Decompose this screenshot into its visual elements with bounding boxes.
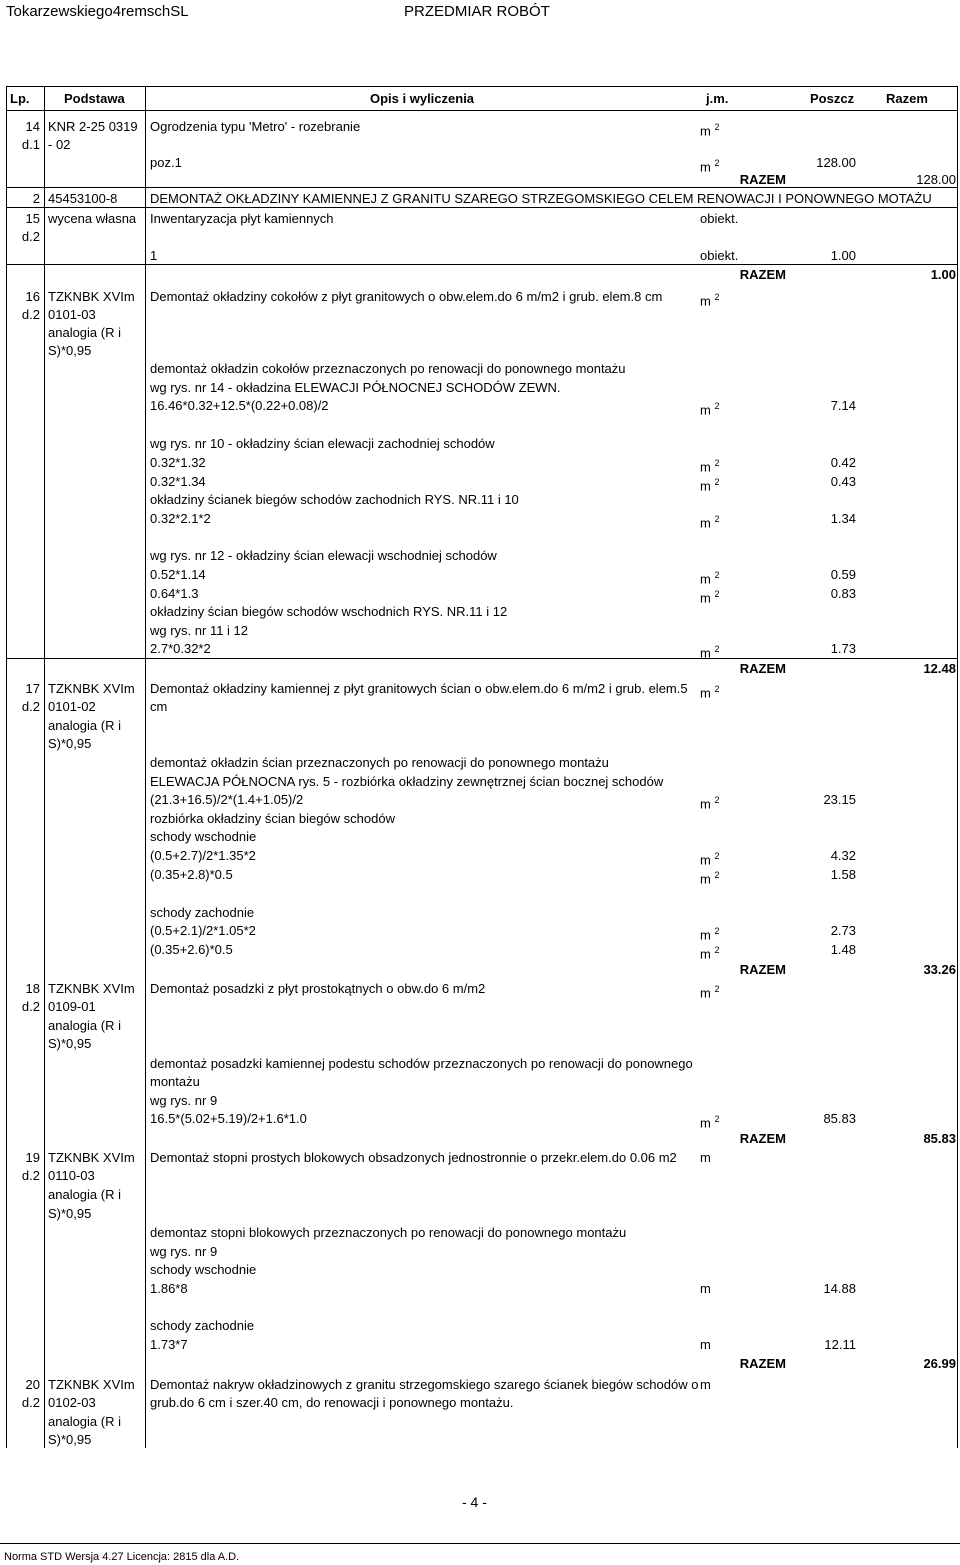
table-cell-text: m xyxy=(700,1377,711,1392)
table-cell-text: m $^2$ xyxy=(700,851,720,868)
table-cell-text: 0101-03 xyxy=(48,307,96,322)
table-cell-text: 0109-01 xyxy=(48,999,96,1014)
table-cell-text: 0.43 xyxy=(830,474,856,489)
table-cell-text: TZKNBK XVIm xyxy=(48,1377,135,1392)
table-cell-text: wg rys. nr 14 - okładzina ELEWACJI PÓŁNOCNEJ SCHODÓW ZEWN. xyxy=(150,380,561,395)
table-cell-text: 14 xyxy=(25,119,40,134)
table-cell-text: 16.5*(5.02+5.19)/2+1.6*1.0 xyxy=(150,1111,307,1126)
table-cell-text: m $^2$ xyxy=(700,122,720,139)
row-separator xyxy=(6,207,958,208)
table-cell-text: 2.73 xyxy=(830,923,856,938)
table-cell-text: 0.59 xyxy=(830,567,856,582)
table-cell-text: 0101-02 xyxy=(48,699,96,714)
column-header-jm: j.m. xyxy=(706,91,729,106)
table-cell-text: wg rys. nr 9 xyxy=(150,1093,218,1108)
document-title: PRZEDMIAR ROBÓT xyxy=(404,3,550,20)
table-cell-text: m xyxy=(700,1337,711,1352)
table-cell-text: 18 xyxy=(25,981,40,996)
table-cell-text: Demontaż nakryw okładzinowych z granitu strzegomskiego szarego ścianek biegów schodów o xyxy=(150,1377,699,1392)
table-cell-text: d.2 xyxy=(21,699,40,714)
table-cell-text: m xyxy=(700,1281,711,1296)
column-header-opis: Opis i wyliczenia xyxy=(370,91,475,106)
table-cell-text: 128.00 xyxy=(816,155,856,170)
table-cell-text: 23.15 xyxy=(823,792,856,807)
table-cell-text: schody zachodnie xyxy=(150,1318,255,1333)
table-cell-text: m $^2$ xyxy=(700,570,720,587)
table-cell-text: schody wschodnie xyxy=(150,1262,257,1277)
grid-line-left xyxy=(6,86,7,1448)
table-cell-text: Inwentaryzacja płyt kamiennych xyxy=(150,211,334,226)
table-cell-text: obiekt. xyxy=(700,211,739,226)
table-cell-text: Demontaż okładziny kamiennej z płyt granitowych ścian o obw.elem.do 6 m/m2 i grub. elem.5 xyxy=(150,681,688,696)
footer-rule xyxy=(0,1543,960,1544)
table-cell-text: 1.48 xyxy=(830,942,856,957)
table-cell-text: d.2 xyxy=(21,229,40,244)
table-cell-text: Ogrodzenia typu 'Metro' - rozebranie xyxy=(150,119,361,134)
table-cell-text: 0.32*1.34 xyxy=(150,474,206,489)
table-cell-text: m $^2$ xyxy=(700,984,720,1001)
table-top-border xyxy=(6,86,958,87)
table-cell-text: demontaż okładzin ścian przeznaczonych po renowacji do ponownego montażu xyxy=(150,755,609,770)
table-cell-text: 16.46*0.32+12.5*(0.22+0.08)/2 xyxy=(150,398,329,413)
table-cell-text: analogia (R i xyxy=(48,718,121,733)
table-cell-text: wg rys. nr 11 i 12 xyxy=(150,623,249,638)
table-cell-text: demontaz stopni blokowych przeznaczonych po renowacji do ponownego montażu xyxy=(150,1225,627,1240)
table-cell-text: TZKNBK XVIm xyxy=(48,1150,135,1165)
table-cell-text: montażu xyxy=(150,1074,200,1089)
row-separator xyxy=(6,658,958,659)
table-cell-text: 26.99 xyxy=(923,1356,956,1371)
table-cell-text: 0.64*1.3 xyxy=(150,586,199,601)
table-cell-text: m $^2$ xyxy=(700,292,720,309)
column-header-podstawa: Podstawa xyxy=(64,91,125,106)
table-cell-text: 1.00 xyxy=(930,267,956,282)
file-name: Tokarzewskiego4remschSL xyxy=(6,3,189,20)
table-cell-text: RAZEM xyxy=(739,661,786,676)
table-cell-text: 128.00 xyxy=(916,172,956,187)
table-cell-text: m $^2$ xyxy=(700,158,720,175)
table-cell-text: S)*0,95 xyxy=(48,1206,92,1221)
table-cell-text: m $^2$ xyxy=(700,477,720,494)
table-cell-text: 14.88 xyxy=(823,1281,856,1296)
table-cell-text: m $^2$ xyxy=(700,514,720,531)
table-cell-text: 45453100-8 xyxy=(48,191,118,206)
table-cell-text: Demontaż posadzki z płyt prostokątnych o obw.do 6 m/m2 xyxy=(150,981,486,996)
grid-line-lp xyxy=(44,86,45,1448)
table-cell-text: 12.11 xyxy=(824,1337,856,1352)
table-cell-text: TZKNBK XVIm xyxy=(48,289,135,304)
table-cell-text: Demontaż okładziny cokołów z płyt granitowych o obw.elem.do 6 m/m2 i grub. elem.8 cm xyxy=(150,289,663,304)
page-number: - 4 - xyxy=(462,1494,487,1510)
table-cell-text: 4.32 xyxy=(830,848,856,863)
table-cell-text: d.2 xyxy=(21,999,40,1014)
table-cell-text: (0.35+2.6)*0.5 xyxy=(150,942,233,957)
grid-line-podstawa xyxy=(145,86,146,1448)
table-cell-text: 0.42 xyxy=(830,455,856,470)
table-cell-text: m $^2$ xyxy=(700,684,720,701)
table-cell-text: (0.5+2.7)/2*1.35*2 xyxy=(150,848,256,863)
column-header-poszcz: Poszcz xyxy=(810,91,855,106)
table-cell-text: 1.58 xyxy=(830,867,856,882)
table-cell-text: analogia (R i xyxy=(48,325,121,340)
table-cell-text: d.2 xyxy=(21,1395,40,1410)
table-cell-text: wg rys. nr 9 xyxy=(150,1244,218,1259)
table-cell-text: Demontaż stopni prostych blokowych obsadzonych jednostronnie o przekr.elem.do 0.06 m2 xyxy=(150,1150,677,1165)
table-cell-text: 1.34 xyxy=(830,511,856,526)
table-cell-text: RAZEM xyxy=(739,172,786,187)
table-cell-text: d.2 xyxy=(21,1168,40,1183)
table-cell-text: m $^2$ xyxy=(700,870,720,887)
table-cell-text: 1.86*8 xyxy=(150,1281,188,1296)
table-cell-text: 0.83 xyxy=(830,586,856,601)
table-cell-text: analogia (R i xyxy=(48,1018,121,1033)
table-cell-text: - 02 xyxy=(48,137,71,152)
table-cell-text: 1 xyxy=(150,248,158,263)
table-header-bottom-border xyxy=(6,110,958,111)
table-cell-text: okładziny ścianek biegów schodów zachodnich RYS. NR.11 i 10 xyxy=(150,492,519,507)
table-cell-text: m $^2$ xyxy=(700,795,720,812)
table-cell-text: 85.83 xyxy=(823,1111,856,1126)
table-cell-text: wg rys. nr 12 - okładziny ścian elewacji wschodniej schodów xyxy=(150,548,497,563)
table-cell-text: 1.00 xyxy=(830,248,856,263)
table-cell-text: RAZEM xyxy=(739,267,786,282)
table-cell-text: 16 xyxy=(25,289,40,304)
row-separator xyxy=(6,264,958,265)
table-cell-text: S)*0,95 xyxy=(48,1036,92,1051)
table-cell-text: demontaż posadzki kamiennej podestu schodów przeznaczonych po renowacji do ponownego xyxy=(150,1056,693,1071)
table-cell-text: d.2 xyxy=(21,307,40,322)
table-cell-text: m $^2$ xyxy=(700,945,720,962)
table-cell-text: KNR 2-25 0319 xyxy=(48,119,138,134)
table-cell-text: TZKNBK XVIm xyxy=(48,981,135,996)
table-cell-text: m $^2$ xyxy=(700,926,720,943)
table-cell-text: schody zachodnie xyxy=(150,905,255,920)
table-cell-text: d.1 xyxy=(21,137,40,152)
table-cell-text: analogia (R i xyxy=(48,1187,121,1202)
table-cell-text: 0102-03 xyxy=(48,1395,96,1410)
table-cell-text: m $^2$ xyxy=(700,1114,720,1131)
table-cell-text: wg rys. nr 10 - okładziny ścian elewacji zachodniej schodów xyxy=(150,436,495,451)
table-cell-text: 33.26 xyxy=(923,962,956,977)
footer-license: Norma STD Wersja 4.27 Licencja: 2815 dla A.D. xyxy=(4,1551,240,1563)
table-cell-text: cm xyxy=(150,699,168,714)
table-cell-text: 85.83 xyxy=(923,1131,956,1146)
table-cell-text: (21.3+16.5)/2*(1.4+1.05)/2 xyxy=(150,792,304,807)
table-cell-text: wycena własna xyxy=(48,211,137,226)
table-cell-text: rozbiórka okładziny ścian biegów schodów xyxy=(150,811,395,826)
table-cell-text: 0110-03 xyxy=(48,1168,95,1183)
table-cell-text: RAZEM xyxy=(739,1131,786,1146)
table-cell-text: 2.7*0.32*2 xyxy=(150,641,211,656)
table-cell-text: TZKNBK XVIm xyxy=(48,681,135,696)
table-cell-text: RAZEM xyxy=(739,1356,786,1371)
table-cell-text: m $^2$ xyxy=(700,589,720,606)
table-cell-text: 12.48 xyxy=(923,661,956,676)
table-cell-text: m $^2$ xyxy=(700,458,720,475)
table-cell-text: ELEWACJA PÓŁNOCNA rys. 5 - rozbiórka okładziny zewnętrznej ścian bocznej schodów xyxy=(150,774,664,789)
table-cell-text: RAZEM xyxy=(739,962,786,977)
table-cell-text: S)*0,95 xyxy=(48,343,92,358)
table-cell-text: analogia (R i xyxy=(48,1414,121,1429)
column-header-lp: Lp. xyxy=(10,91,30,106)
table-cell-text: 0.32*2.1*2 xyxy=(150,511,211,526)
table-cell-text: S)*0,95 xyxy=(48,1432,92,1447)
table-cell-text: m $^2$ xyxy=(700,644,720,661)
table-cell-text: 7.14 xyxy=(830,398,856,413)
table-cell-text: 2 xyxy=(32,191,40,206)
table-cell-text: 19 xyxy=(25,1150,40,1165)
table-cell-text: DEMONTAŻ OKŁADZINY KAMIENNEJ Z GRANITU SZAREGO STRZEGOMSKIEGO CELEM RENOWACJI I PONOWNEGO MOTAŻU xyxy=(150,191,932,206)
table-cell-text: 0.32*1.32 xyxy=(150,455,206,470)
table-cell-text: m xyxy=(700,1150,711,1165)
table-cell-text: 1.73 xyxy=(830,641,856,656)
column-header-razem: Razem xyxy=(886,91,928,106)
table-cell-text: 1.73*7 xyxy=(150,1337,188,1352)
table-cell-text: poz.1 xyxy=(150,155,182,170)
table-cell-text: obiekt. xyxy=(700,248,739,263)
table-cell-text: 17 xyxy=(25,681,40,696)
table-cell-text: 20 xyxy=(25,1377,40,1392)
grid-line-right xyxy=(957,86,958,1448)
table-cell-text: okładziny ścian biegów schodów wschodnich RYS. NR.11 i 12 xyxy=(150,604,508,619)
table-cell-text: demontaż okładzin cokołów przeznaczonych po renowacji do ponownego montażu xyxy=(150,361,626,376)
table-cell-text: schody wschodnie xyxy=(150,829,257,844)
table-cell-text: 15 xyxy=(25,211,40,226)
table-cell-text: 0.52*1.14 xyxy=(150,567,206,582)
table-cell-text: S)*0,95 xyxy=(48,736,92,751)
table-cell-text: (0.5+2.1)/2*1.05*2 xyxy=(150,923,256,938)
table-cell-text: m $^2$ xyxy=(700,401,720,418)
table-cell-text: grub.do 6 cm i szer.40 cm, do renowacji i ponownego montażu. xyxy=(150,1395,514,1410)
table-cell-text: (0.35+2.8)*0.5 xyxy=(150,867,233,882)
row-separator xyxy=(6,187,958,188)
